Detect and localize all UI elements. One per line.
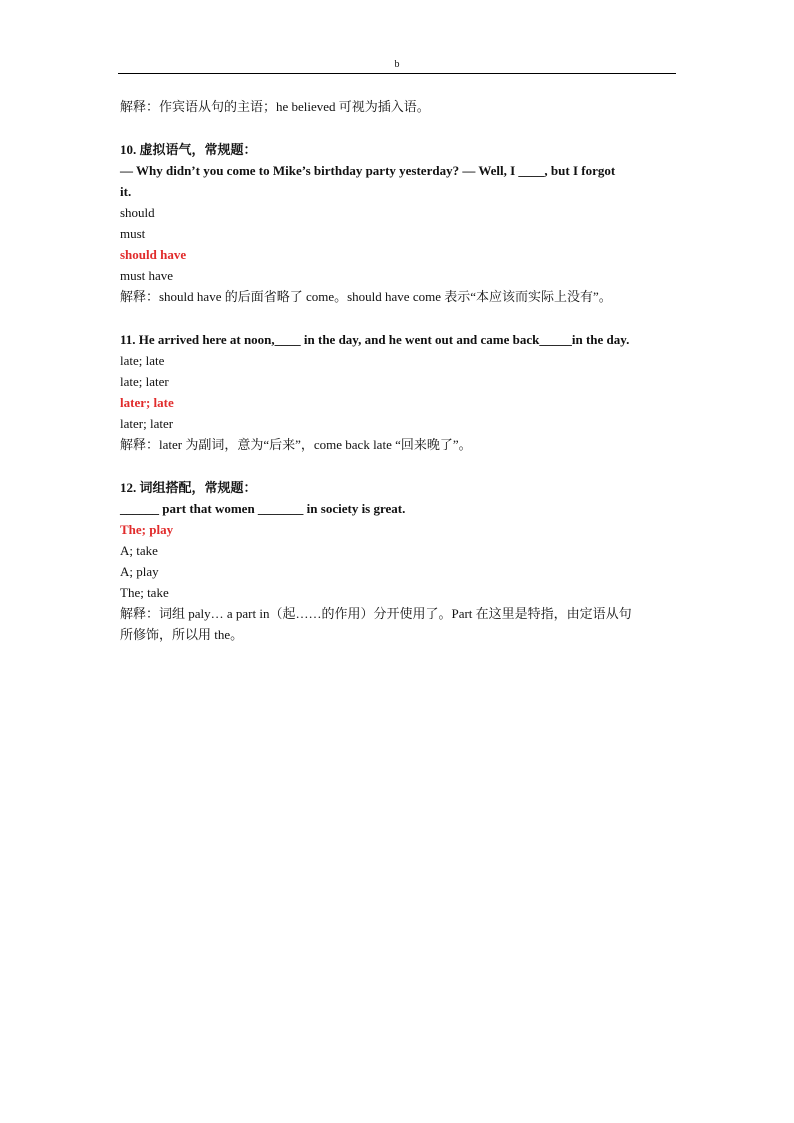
- option-a: should: [120, 205, 155, 220]
- document-body: [120, 96, 676, 645]
- question-11: [120, 329, 676, 455]
- question-heading: 10. 虚拟语气，常规题：: [120, 142, 257, 157]
- question-12: [120, 477, 676, 645]
- intro-explanation: 解释：作宾语从句的主语；he believed 可视为插入语。: [120, 99, 430, 114]
- correct-option: later; late: [120, 395, 174, 410]
- option-b: must: [120, 226, 146, 241]
- option-d: must have: [120, 268, 174, 283]
- page-header: b: [394, 59, 400, 70]
- option-d: later; later: [120, 416, 174, 431]
- explanation: 解释：should have 的后面省略了 come。should have come 表示“本应该而实际上没有”。: [120, 289, 612, 304]
- option-c: A; play: [120, 564, 159, 579]
- question-stem: ______ part that women _______ in society is great.: [120, 501, 406, 516]
- explanation-continued: 所修饰，所以用 the。: [120, 627, 244, 642]
- explanation: 解释：词组 paly… a part in（起……的作用）分开使用了。Part 在这里是特指，由定语从句: [120, 606, 632, 621]
- question-stem-continued: it.: [120, 184, 132, 199]
- header-rule: [118, 73, 676, 74]
- correct-option: should have: [120, 247, 187, 262]
- option-a: late; late: [120, 353, 165, 368]
- question-stem: 11. He arrived here at noon,____ in the day, and he went out and came back_____in the day.: [120, 332, 630, 347]
- question-heading: 12. 词组搭配，常规题：: [120, 480, 257, 495]
- option-b: A; take: [120, 543, 158, 558]
- explanation: 解释：later 为副词，意为“后来”，come back late “回来晚了”。: [120, 437, 472, 452]
- option-b: late; later: [120, 374, 169, 389]
- question-stem: — Why didn’t you come to Mike’s birthday party yesterday? — Well, I ____, but I forgot: [120, 163, 616, 178]
- correct-option: The; play: [120, 522, 174, 537]
- question-10: [120, 139, 676, 307]
- option-d: The; take: [120, 585, 169, 600]
